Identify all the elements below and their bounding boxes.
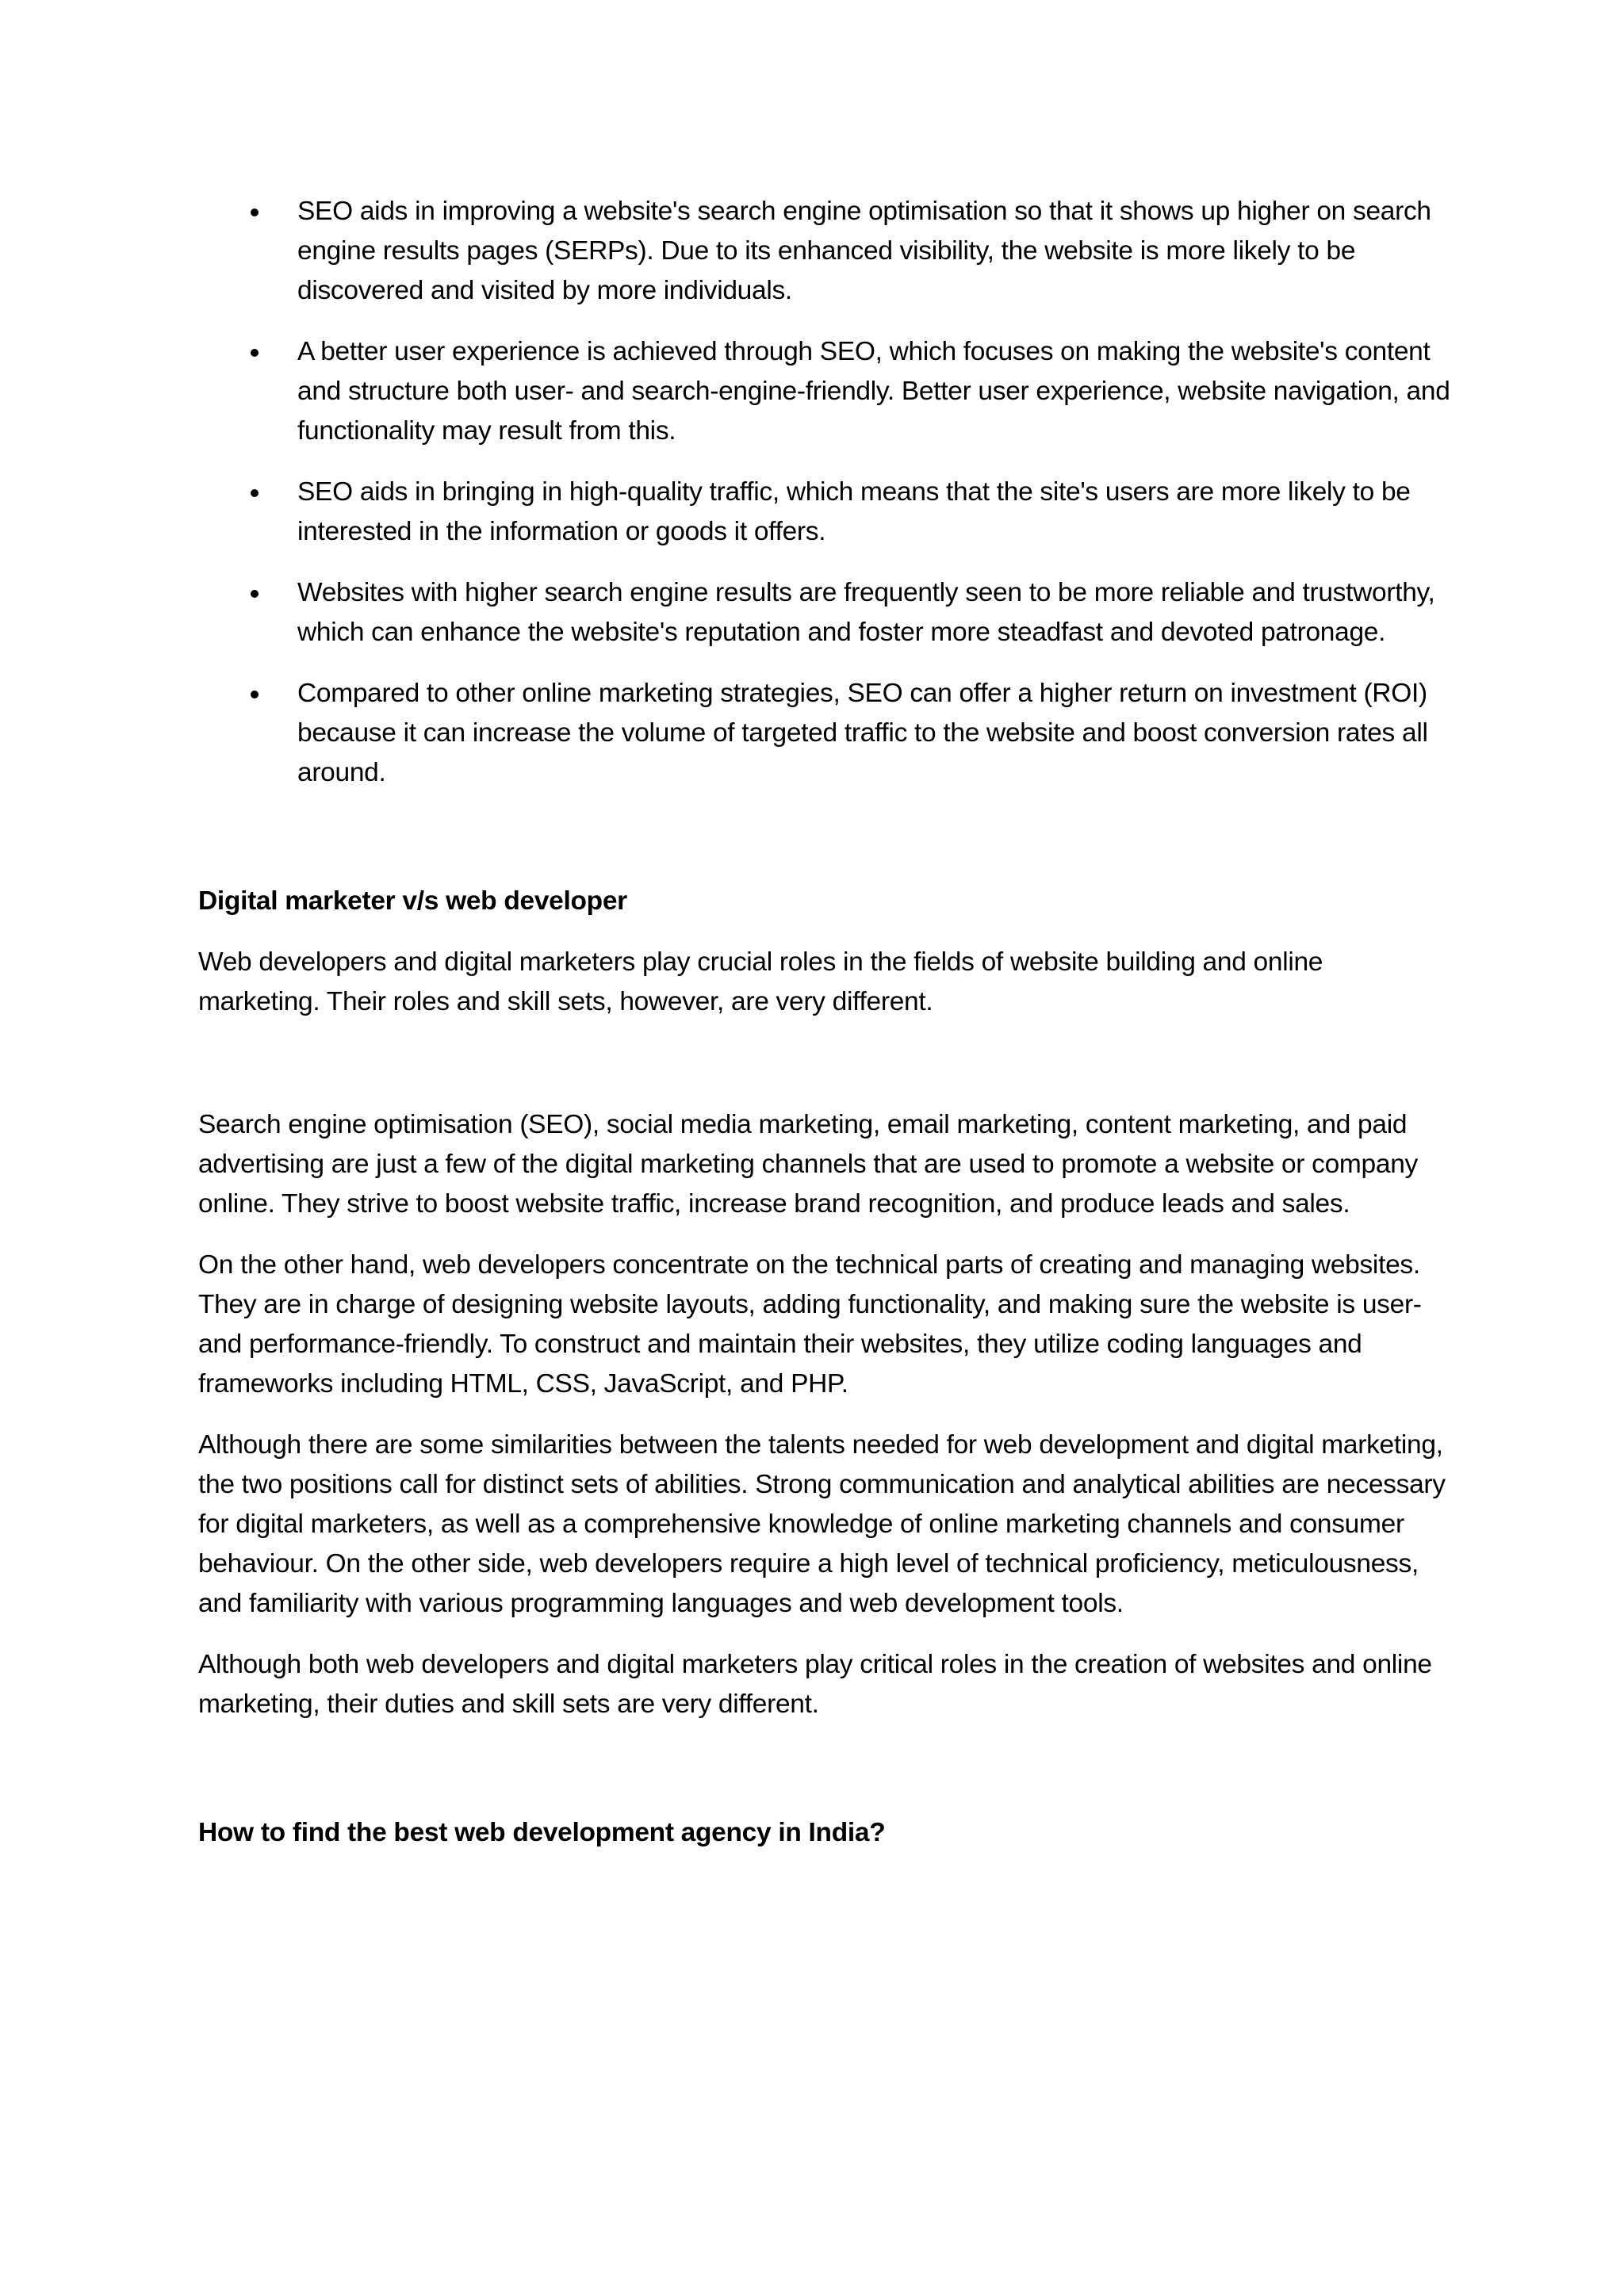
list-item	[297, 332, 1451, 451]
list-item-text: A better user experience is achieved through SEO, which focuses on making the website's content and structure both user- and search-engine-friendly. Better user experience, website navigation, and functionality may result from this.	[297, 337, 1450, 446]
bullet-icon	[251, 489, 259, 497]
body-paragraph: Although both web developers and digital marketers play critical roles in the creation of websites and online marketing, their duties and skill sets are very different.	[198, 1650, 1432, 1719]
section-heading-find-agency: How to find the best web development agency in India?	[198, 1818, 886, 1847]
list-item	[297, 192, 1451, 311]
spacer	[198, 1043, 1451, 1105]
list-item-text: Websites with higher search engine results are frequently seen to be more reliable and trustworthy, which can enhance the website's reputation and foster more steadfast and devoted patronage.	[297, 578, 1435, 647]
list-item	[297, 473, 1451, 552]
body-paragraph: On the other hand, web developers concentrate on the technical parts of creating and managing websites. They are in charge of designing website layouts, adding functionality, and making sure the website is user- and performance-friendly. To construct and maintain their websites, they utilize coding languages and frameworks including HTML, CSS, JavaScript, and PHP.	[198, 1250, 1422, 1399]
body-paragraph: Search engine optimisation (SEO), social media marketing, email marketing, content marketing, and paid advertising are just a few of the digital marketing channels that are used to promote a website or company online. They strive to boost website traffic, increase brand recognition, and produce leads and sales.	[198, 1110, 1418, 1219]
list-item	[297, 674, 1451, 793]
list-item-text: SEO aids in bringing in high-quality traffic, which means that the site's users are more likely to be interested in the information or goods it offers.	[297, 477, 1411, 546]
bullet-icon	[251, 349, 259, 357]
bullet-icon	[251, 209, 259, 216]
intro-paragraph: Web developers and digital marketers play crucial roles in the fields of website building and online marketing. Their roles and skill sets, however, are very different.	[198, 947, 1323, 1016]
list-item	[297, 573, 1451, 652]
page-content	[198, 192, 1451, 1853]
list-item-text: SEO aids in improving a website's search engine optimisation so that it shows up higher on search engine results pages (SERPs). Due to its enhanced visibility, the website is more likely to be discovered and visited by more individuals.	[297, 197, 1431, 305]
spacer	[198, 814, 1451, 882]
list-item-text: Compared to other online marketing strategies, SEO can offer a higher return on investment (ROI) because it can increase the volume of targeted traffic to the website and boost conversion rates all around.	[297, 679, 1428, 787]
spacer	[198, 1746, 1451, 1813]
spacer	[198, 921, 1451, 943]
bullet-icon	[251, 691, 259, 698]
section-heading-digital-marketer-vs-web-developer: Digital marketer v/s web developer	[198, 886, 627, 916]
bullet-icon	[251, 590, 259, 598]
body-paragraph: Although there are some similarities between the talents needed for web development and digital marketing, the two positions call for distinct sets of abilities. Strong communication and analytical abilities are necessary for digital marketers, as well as a comprehensive knowledge of online marketing channels and consumer behaviour. On the other side, web developers require a high level of technical proficiency, meticulousness, and familiarity with various programming languages and web development tools.	[198, 1430, 1446, 1618]
seo-benefits-list	[198, 192, 1451, 793]
